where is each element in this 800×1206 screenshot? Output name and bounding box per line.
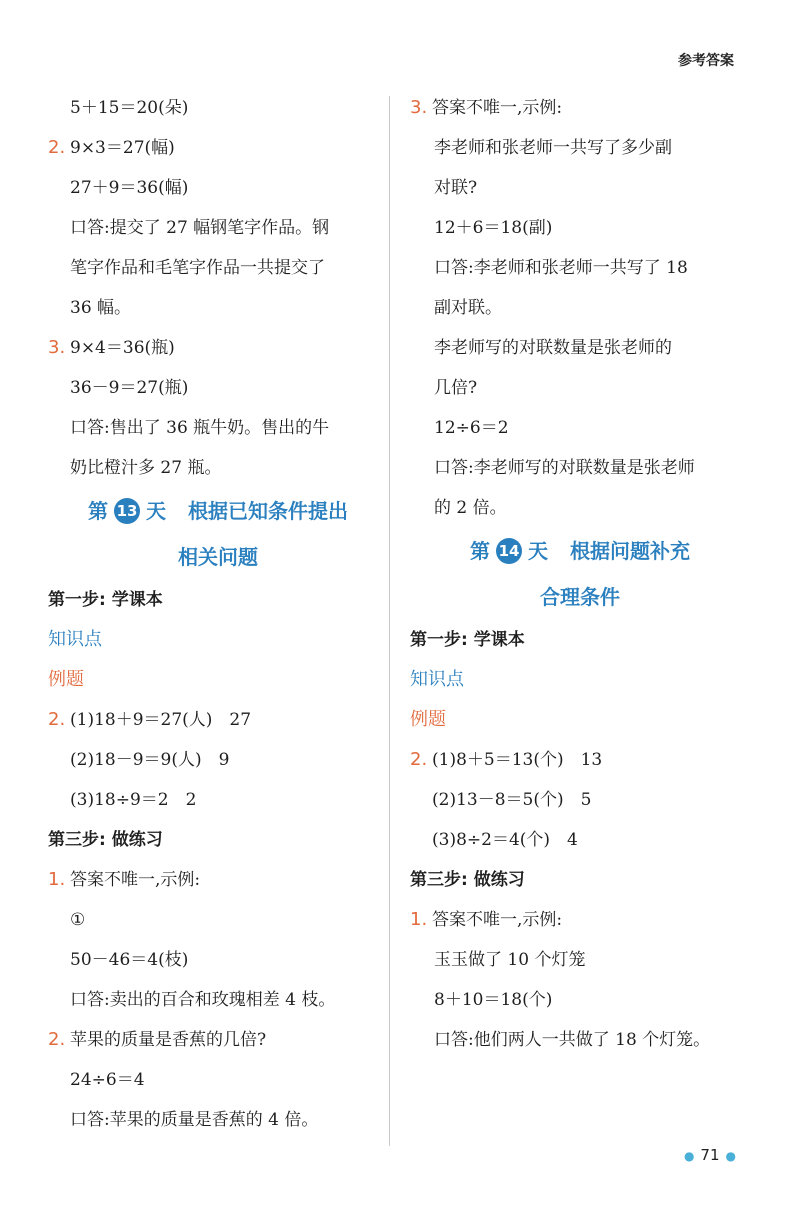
question-number: 3. [410,97,428,118]
answer-line: (1)8＋5＝13(个) 13 [432,750,603,770]
answer-line: 口答:卖出的百合和玫瑰相差 4 枝。 [70,990,336,1010]
question-number: 3. [48,337,66,358]
day-14-title [410,528,750,574]
answer-line: 9×3＝27(幅) [70,138,175,158]
day-suffix: 天 [146,499,166,523]
answer-line: 笔字作品和毛笔字作品一共提交了 [70,258,325,278]
day-prefix: 第 [88,499,108,523]
day-title-text: 根据问题补充 [570,539,690,563]
day-prefix: 第 [470,539,490,563]
question-number: 1. [48,869,66,890]
page-number-text: 71 [700,1146,720,1164]
answer-line: ① [70,910,86,930]
day-title-text-2: 合理条件 [540,585,620,609]
example-heading: 例题 [410,709,446,730]
answer-line: 李老师写的对联数量是张老师的 [434,338,672,358]
question-number: 2. [48,709,66,730]
answer-line: 36 幅。 [70,298,132,318]
left-column [48,88,388,1140]
answer-line: 36－9＝27(瓶) [70,378,189,398]
answer-line: 几倍? [434,378,478,398]
answer-line: 12÷6＝2 [434,418,509,438]
column-divider [389,96,390,1146]
answer-line: 50－46＝4(枝) [70,950,189,970]
step-heading: 第三步: 做练习 [410,870,525,890]
example-heading: 例题 [48,669,84,690]
question-number: 1. [410,909,428,930]
answer-line: 答案不唯一,示例: [70,870,201,890]
answer-line: 奶比橙汁多 27 瓶。 [70,458,222,478]
answer-line: 对联? [434,178,478,198]
day-13-title [48,488,388,534]
day-number-badge: 14 [496,538,522,564]
answer-line: (1)18＋9＝27(人) 27 [70,710,252,730]
answer-line: 27＋9＝36(幅) [70,178,189,198]
answer-line: 5＋15＝20(朵) [70,98,189,118]
page-number [678,1146,742,1164]
answer-line: 玉玉做了 10 个灯笼 [434,950,586,970]
answer-line: 口答:他们两人一共做了 18 个灯笼。 [434,1030,711,1050]
answer-line: (2)13－8＝5(个) 5 [432,790,592,810]
day-title-text: 根据已知条件提出 [188,499,348,523]
dot-icon: ● [683,1149,695,1163]
answer-line: 李老师和张老师一共写了多少副 [434,138,672,158]
knowledge-heading: 知识点 [410,669,464,690]
dot-icon: ● [725,1149,736,1163]
day-suffix: 天 [528,539,548,563]
day-number-badge: 13 [114,498,140,524]
answer-line: 的 2 倍。 [434,498,507,518]
answer-line: 口答:李老师和张老师一共写了 18 [434,258,688,278]
day-title-text-2: 相关问题 [178,545,258,569]
answer-line: 口答:苹果的质量是香蕉的 4 倍。 [70,1110,319,1130]
step-heading: 第一步: 学课本 [48,590,163,610]
answer-line: 12＋6＝18(副) [434,218,553,238]
answer-line: 副对联。 [434,298,502,318]
knowledge-heading: 知识点 [48,629,102,650]
question-number: 2. [48,1029,66,1050]
answer-line: 苹果的质量是香蕉的几倍? [70,1030,267,1050]
answer-line: (3)18÷9＝2 2 [70,790,197,810]
step-heading: 第一步: 学课本 [410,630,525,650]
answer-line: 口答:提交了 27 幅钢笔字作品。钢 [70,218,330,238]
answer-line: 口答:售出了 36 瓶牛奶。售出的牛 [70,418,330,438]
question-number: 2. [48,137,66,158]
answer-line: 8＋10＝18(个) [434,990,553,1010]
answer-line: 答案不唯一,示例: [432,98,563,118]
answer-line: 24÷6＝4 [70,1070,145,1090]
header-title: 参考答案 [678,53,734,69]
answer-line: 答案不唯一,示例: [432,910,563,930]
step-heading: 第三步: 做练习 [48,830,163,850]
answer-line: (2)18－9＝9(人) 9 [70,750,230,770]
right-column [410,88,750,1060]
answer-line: 口答:李老师写的对联数量是张老师 [434,458,695,478]
answer-line: (3)8÷2＝4(个) 4 [432,830,578,850]
answer-line: 9×4＝36(瓶) [70,338,175,358]
question-number: 2. [410,749,428,770]
